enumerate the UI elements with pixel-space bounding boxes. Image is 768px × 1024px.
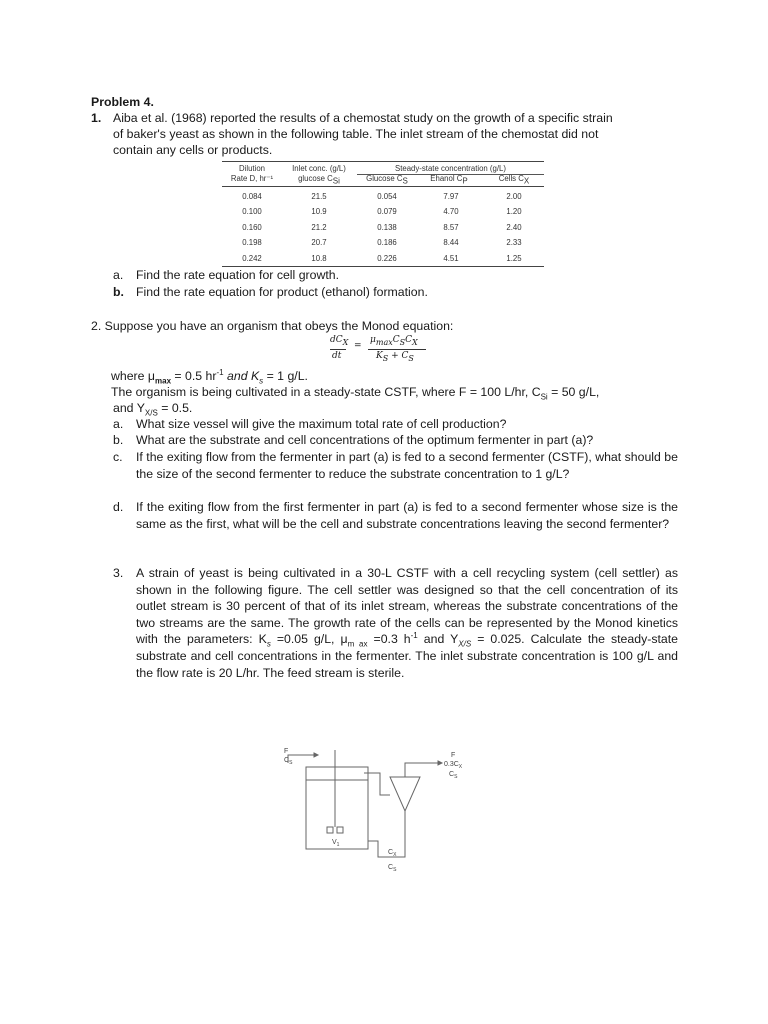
table-cell: 0.079 xyxy=(377,207,397,217)
q3-ks-sub: s xyxy=(266,639,271,649)
q2-c-label: c. xyxy=(113,450,123,464)
outlet-cx-sub: X xyxy=(458,764,463,770)
yield-text: and Y xyxy=(113,401,145,415)
formula-rhs-denominator xyxy=(376,351,414,361)
steady-state-group-header: Steady-state concentration (g/L) xyxy=(357,164,544,175)
volume-sub: 1 xyxy=(336,842,340,848)
table-cell: 0.084 xyxy=(242,192,262,201)
q2-intro: 2. Suppose you have an organism that obeys the Monod equation: xyxy=(91,319,454,333)
formula-lhs-bar xyxy=(330,349,346,350)
formula-rhs-mu-sub: max xyxy=(375,337,393,347)
yield-sub: X/S xyxy=(144,408,158,418)
q2-a-label: a. xyxy=(113,417,124,431)
table-cell: 0.242 xyxy=(242,253,262,263)
where-ks-value: = 1 g/L. xyxy=(263,369,308,383)
impeller-right xyxy=(337,827,343,833)
table-cell: 21.2 xyxy=(311,222,327,232)
outlet-f-label: F xyxy=(451,752,456,759)
fermenter-vessel xyxy=(306,767,368,849)
where-ks: and K xyxy=(223,369,260,383)
q1-b-label: b. xyxy=(113,285,124,299)
q3-number: 3. xyxy=(113,566,124,580)
recycle-cs-label xyxy=(388,864,397,873)
where-mu-value: = 0.5 hr xyxy=(171,369,217,383)
table-header-rule xyxy=(222,186,544,187)
table-cell: 0.054 xyxy=(377,192,397,201)
recycle-line xyxy=(368,817,405,857)
q1-line-3: contain any cells or products. xyxy=(113,143,273,157)
table-cell: 10.8 xyxy=(311,253,327,263)
q2-d-text: If the exiting flow from the first fermenter in part (a) is fed to a second fermenter whose size is the same as the first, what will be the cell and substrate concentrations leaving the second fermenter? xyxy=(136,500,678,531)
feed-f-label: F xyxy=(284,748,289,755)
formula-rhs-cs: C xyxy=(392,335,400,345)
q2-b-text: What are the substrate and cell concentrations of the optimum fermenter in part (a)? xyxy=(136,433,594,447)
formula-rhs-mu: μ xyxy=(370,335,376,345)
q2-b-label: b. xyxy=(113,433,124,447)
recycle-cx-text: C xyxy=(388,849,394,856)
q1-a-label: a. xyxy=(113,268,124,282)
col-inlet-header-1: Inlet conc. (g/L) xyxy=(292,164,346,173)
q3-text xyxy=(136,565,678,681)
col-cells-header xyxy=(484,174,544,184)
col-dilution-header-2: Rate D, hr⁻¹ xyxy=(230,174,274,183)
formula-rhs-plus-cs: + C xyxy=(391,351,409,361)
table-cell: 0.160 xyxy=(242,222,262,232)
table-cell: 1.20 xyxy=(506,207,522,217)
formula-lhs-numerator xyxy=(330,335,348,345)
formula-rhs-cx: C xyxy=(405,335,412,345)
col-glucose-header-sub: S xyxy=(402,176,408,186)
cell-recycle-diagram xyxy=(278,745,503,880)
settler-overflow-line xyxy=(405,763,438,777)
formula-rhs-ks: K xyxy=(376,351,383,361)
monod-equation xyxy=(330,333,440,369)
outlet-arrow xyxy=(438,761,442,765)
q3-text-part-3: =0.3 h xyxy=(367,632,411,647)
q1-a-text: Find the rate equation for cell growth. xyxy=(136,268,340,282)
formula-equals: = xyxy=(354,341,362,351)
table-cell: 10.9 xyxy=(311,207,327,217)
recycle-cs-text: C xyxy=(388,864,394,871)
col-ethanol-header-text: Ehanol C xyxy=(430,174,463,183)
yield-value: = 0.5. xyxy=(157,401,193,415)
cell-settler xyxy=(390,777,420,811)
col-dilution-header-1: Dilution xyxy=(238,164,265,173)
table-cell: 21.5 xyxy=(311,192,327,201)
q2-yield-line xyxy=(113,400,192,417)
table-cell: 4.51 xyxy=(443,253,459,263)
feed-c-text: C xyxy=(284,757,290,764)
outlet-cs-sub: S xyxy=(454,774,458,780)
q3-h-exp: -1 xyxy=(410,631,418,641)
cultivation-csi-sub: Si xyxy=(540,392,548,402)
table-cell: 8.57 xyxy=(443,222,459,232)
feed-c-label xyxy=(284,757,293,766)
where-mu: where μ xyxy=(111,369,155,383)
q3-y-sub: X/S xyxy=(458,639,472,649)
q3-text-part-5: = 0.025. Calculate the steady-state substrate and cell concentrations in the fermenter. The inlet substrate concentration is 100 g/L and the flow rate is 20 L/hr. The feed stream is sterile. xyxy=(136,632,678,680)
table-cell: 2.40 xyxy=(506,222,522,232)
volume-label xyxy=(332,839,340,848)
outlet-cx-label xyxy=(444,761,463,770)
col-inlet-header-sub: Si xyxy=(332,176,340,186)
table-cell: 20.7 xyxy=(311,238,327,248)
feed-c-sub: S xyxy=(289,760,293,766)
q2-cultivation-line xyxy=(111,384,599,401)
formula-rhs-numerator xyxy=(370,335,418,345)
formula-rhs-bar xyxy=(368,349,426,350)
col-cells-header-sub: X xyxy=(523,176,530,186)
col-inlet-header-2 xyxy=(284,174,354,184)
cultivation-text: The organism is being cultivated in a steady-state CSTF, where F = 100 L/hr, C xyxy=(111,385,541,399)
formula-lhs-num-sub: X xyxy=(342,337,349,347)
formula-lhs-denominator: dt xyxy=(332,351,342,361)
feed-arrow xyxy=(314,753,318,757)
volume-text: V xyxy=(332,839,337,846)
outlet-cs-text: C xyxy=(449,771,455,778)
q1-line-1: Aiba et al. (1968) reported the results of a chemostat study on the growth of a specific strain xyxy=(113,111,613,125)
table-cell: 2.00 xyxy=(506,192,522,201)
q2-where-line xyxy=(111,368,308,385)
formula-rhs-ks-sub: S xyxy=(382,353,389,363)
where-mu-unit-exp: -1 xyxy=(216,367,224,377)
q3-text-part-1: A strain of yeast is being cultivated in a 30-L CSTF with a cell recycling system (cell settler) as shown in the following figure. The cell settler was designed so that the cell concentration of its outlet stream is 30 percent of that of its inlet stream, whereas the substrate concentrations of the two streams are the same. The growth rate of the cells can be represented by the Monod kinetics with the parameters: K xyxy=(136,566,678,647)
outlet-cx-text: 0.3C xyxy=(444,761,459,768)
q2-a-text: What size vessel will give the maximum total rate of cell production? xyxy=(136,417,507,431)
table-cell: 0.100 xyxy=(242,207,262,217)
formula-rhs-cs-sub: S xyxy=(399,337,406,347)
q1-line-2: of baker's yeast as shown in the following table. The inlet stream of the chemostat did not xyxy=(113,127,599,141)
cultivation-csi-value: = 50 g/L, xyxy=(547,385,600,399)
formula-lhs-num-text: dC xyxy=(330,335,343,345)
col-glucose-header-text: Glucose C xyxy=(366,174,403,183)
q3-text-part-4: and Y xyxy=(417,632,459,647)
table-cell: 0.138 xyxy=(377,222,397,232)
q2-c-text: If the exiting flow from the fermenter in part (a) is fed to a second fermenter (CSTF), what should be the size of the second fermenter to reduce the substrate concentration to 1 g/L? xyxy=(136,450,678,481)
q1-number: 1. xyxy=(91,111,102,125)
formula-rhs-cx-sub: X xyxy=(412,337,418,347)
q3-mu-sub: m ax xyxy=(347,639,368,649)
col-glucose-header xyxy=(357,174,417,184)
table-cell: 2.33 xyxy=(506,238,522,248)
q2-d-label: d. xyxy=(113,500,124,514)
where-mu-sub: max xyxy=(155,376,172,386)
impeller-left xyxy=(327,827,333,833)
formula-rhs-plus-cs-sub: S xyxy=(408,353,414,363)
table-cell: 0.186 xyxy=(377,238,397,248)
q3-text-part-2: =0.05 g/L, μ xyxy=(270,632,348,647)
table-cell: 0.226 xyxy=(377,253,397,263)
table-cell: 0.198 xyxy=(242,238,262,248)
col-inlet-header-text: glucose C xyxy=(298,174,333,183)
recycle-cx-sub: X xyxy=(393,852,397,858)
table-cell: 4.70 xyxy=(443,207,459,217)
outlet-cs-label xyxy=(449,771,458,780)
table-cell: 1.25 xyxy=(506,253,522,263)
where-ks-sub: s xyxy=(259,376,264,386)
col-cells-header-text: Cells C xyxy=(498,174,524,183)
recycle-cs-sub: S xyxy=(393,867,397,873)
q1-b-text: Find the rate equation for product (ethanol) formation. xyxy=(136,285,428,299)
col-ethanol-header xyxy=(418,174,480,184)
table-cell: 8.44 xyxy=(443,238,459,248)
table-cell: 7.97 xyxy=(443,192,459,201)
problem-title: Problem 4. xyxy=(91,95,154,109)
col-ethanol-header-sub: P xyxy=(462,176,468,186)
table-top-rule xyxy=(222,161,544,162)
